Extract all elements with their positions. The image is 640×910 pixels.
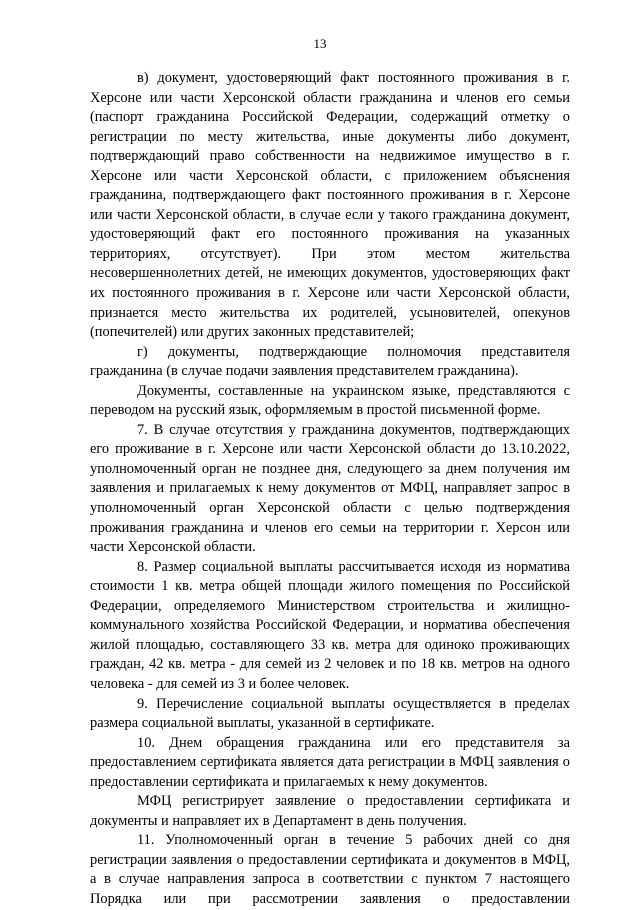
page-number: 13	[313, 36, 327, 51]
paragraph-g-representative-powers: г) документы, подтверждающие полномочия представителя гражданина (в случае подачи заявления представителем гражданина).	[90, 343, 570, 380]
paragraph-clause-8: 8. Размер социальной выплаты рассчитывается исходя из норматива стоимости 1 кв. метра общей площади жилого помещения по Российской Федерации, определяемого Министерством строительства и жилищно-коммунального хозяйства Российской Федерации, и норматива обеспечения жилой площадью, составляющего 33 кв. метра для одиноко проживающих граждан, 42 кв. метра - для семей из 2 человек и по 18 кв. метров на одного человека - для семей из 3 и более человек.	[90, 558, 570, 692]
document-body	[90, 69, 570, 910]
paragraph-clause-10: 10. Днем обращения гражданина или его представителя за предоставлением сертификата является дата регистрации в МФЦ заявления о предоставлении сертификата и прилагаемых к нему документов.	[90, 734, 570, 790]
paragraph-mfc-registration: МФЦ регистрирует заявление о предоставлении сертификата и документы и направляет их в Департамент в день получения.	[90, 793, 570, 829]
paragraph-clause-9: 9. Перечисление социальной выплаты осуществляется в пределах размера социальной выплаты, указанной в сертификате.	[90, 695, 570, 732]
paragraph-clause-7: 7. В случае отсутствия у гражданина документов, подтверждающих его проживание в г. Херсоне или части Херсонской области до 13.10.2022, уполномоченный орган не позднее дня, следующего за днем получения им заявления и прилагаемых к нему документов от МФЦ, направляет запрос в уполномоченный орган Херсонской области с целью подтверждения проживания гражданина и членов его семьи на территории г. Херсон или части Херсонской области.	[90, 421, 570, 556]
paragraph-clause-11: 11. Уполномоченный орган в течение 5 рабочих дней со дня регистрации заявления о предоставлении сертификата и документов в МФЦ, а в случае направления запроса в соответствии с пунктом 7 настоящего Порядка или при рассмотрении заявления о предоставлении	[90, 832, 570, 907]
paragraph-v-residence-document: в) документ, удостоверяющий факт постоянного проживания в г. Херсоне или части Херсонской области гражданина и членов его семьи (паспорт гражданина Российской Федерации, содержащий отметку о регистрации по месту жительства, иные документы либо документ, подтверждающий право собственности на недвижимое имущество в г. Херсоне или части Херсонской области, с приложением объяснения гражданина, подтверждающего факт постоянного проживания в г. Херсоне или части Херсонской области, в случае если у такого гражданина документ, удостоверяющий факт его постоянного проживания на указанных территориях, отсутствует). При этом местом жительства несовершеннолетних детей, не имеющих документов, удостоверяющих факт их постоянного проживания в г. Херсоне или части Херсонской области, признается место жительства их родителей, усыновителей, опекунов (попечителей) или других законных представителей;	[90, 70, 570, 341]
paragraph-ukrainian-documents: Документы, составленные на украинском языке, представляются с переводом на русский язык, оформляемым в простой письменной форме.	[90, 382, 570, 419]
